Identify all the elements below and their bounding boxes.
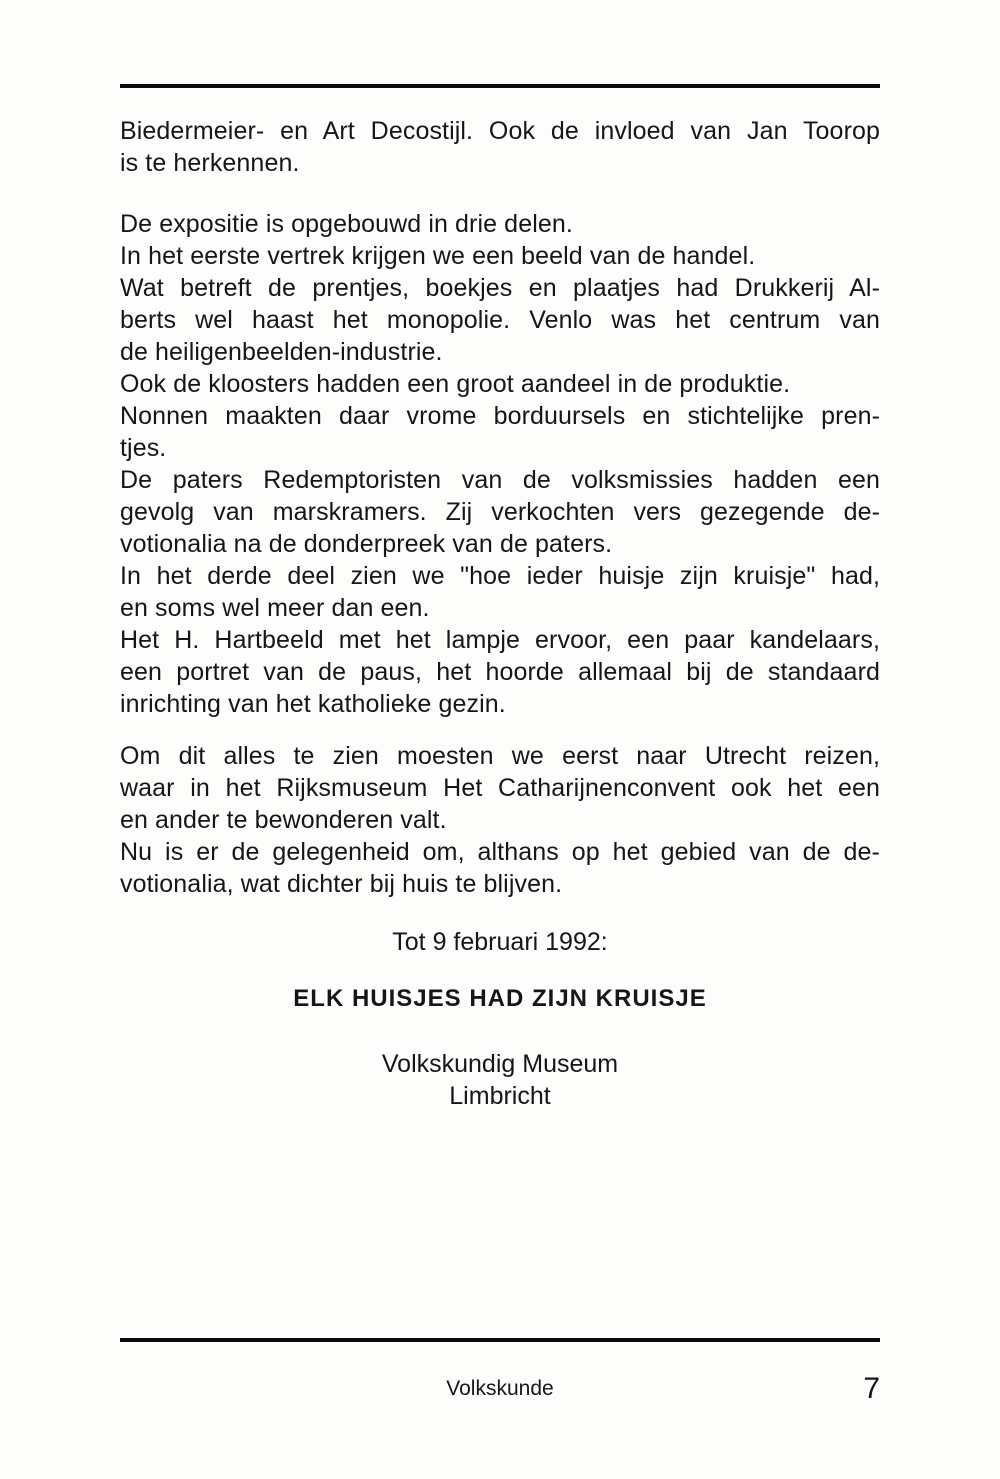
text-line: In het derde deel zien we "hoe ieder huisje zijn kruisje" had, [120,562,880,590]
text-line: Om dit alles te zien moesten we eerst naar Utrecht reizen, [120,742,880,770]
text-line: een portret van de paus, het hoorde allemaal bij de standaard [120,658,880,686]
text-line: gevolg van marskramers. Zij verkochten vers gezegende de- [120,498,880,526]
venue-block [120,1048,880,1112]
text-line: berts wel haast het monopolie. Venlo was het centrum van [120,306,880,334]
text-line: en ander te bewonderen valt. [120,806,447,834]
text-line: waar in het Rijksmuseum Het Catharijnenconvent ook het een [120,774,880,802]
text-line: Nu is er de gelegenheid om, althans op het gebied van de de- [120,838,880,866]
page-footer [120,1371,880,1407]
text-line: In het eerste vertrek krijgen we een beeld van de handel. [120,242,756,270]
text-line: Nonnen maakten daar vrome borduursels en stichtelijke pren- [120,402,880,430]
text-line: tjes. [120,434,167,462]
venue-place: Limbricht [449,1082,551,1110]
text-line: Wat betreft de prentjes, boekjes en plaatjes had Drukkerij Al- [120,274,880,302]
page-number: 7 [863,1372,880,1405]
text-line: en soms wel meer dan een. [120,594,430,622]
top-horizontal-rule [120,84,880,88]
text-line: Biedermeier- en Art Decostijl. Ook de invloed van Jan Toorop [120,117,880,145]
paragraph-intro [120,115,880,179]
text-line: inrichting van het katholieke gezin. [120,690,506,718]
text-line: Ook de kloosters hadden een groot aandeel in de produktie. [120,370,791,398]
paragraph-exposition [120,208,880,720]
paragraph-visit [120,740,880,900]
text-line: votionalia, wat dichter bij huis te blijven. [120,870,563,898]
venue-name: Volkskundig Museum [381,1050,619,1078]
text-line: is te herkennen. [120,149,300,177]
text-line: Het H. Hartbeeld met het lampje ervoor, een paar kandelaars, [120,626,880,654]
text-line: De paters Redemptoristen van de volksmissies hadden een [120,466,880,494]
bottom-horizontal-rule [120,1338,880,1342]
text-line: votionalia na de donderpreek van de paters. [120,530,613,558]
exhibition-date: Tot 9 februari 1992: [392,928,608,956]
exhibition-title: ELK HUISJES HAD ZIJN KRUISJE [293,985,707,1012]
journal-title: Volkskunde [446,1377,554,1400]
text-line: de heiligenbeelden-industrie. [120,338,443,366]
text-line: De expositie is opgebouwd in drie delen. [120,210,573,238]
